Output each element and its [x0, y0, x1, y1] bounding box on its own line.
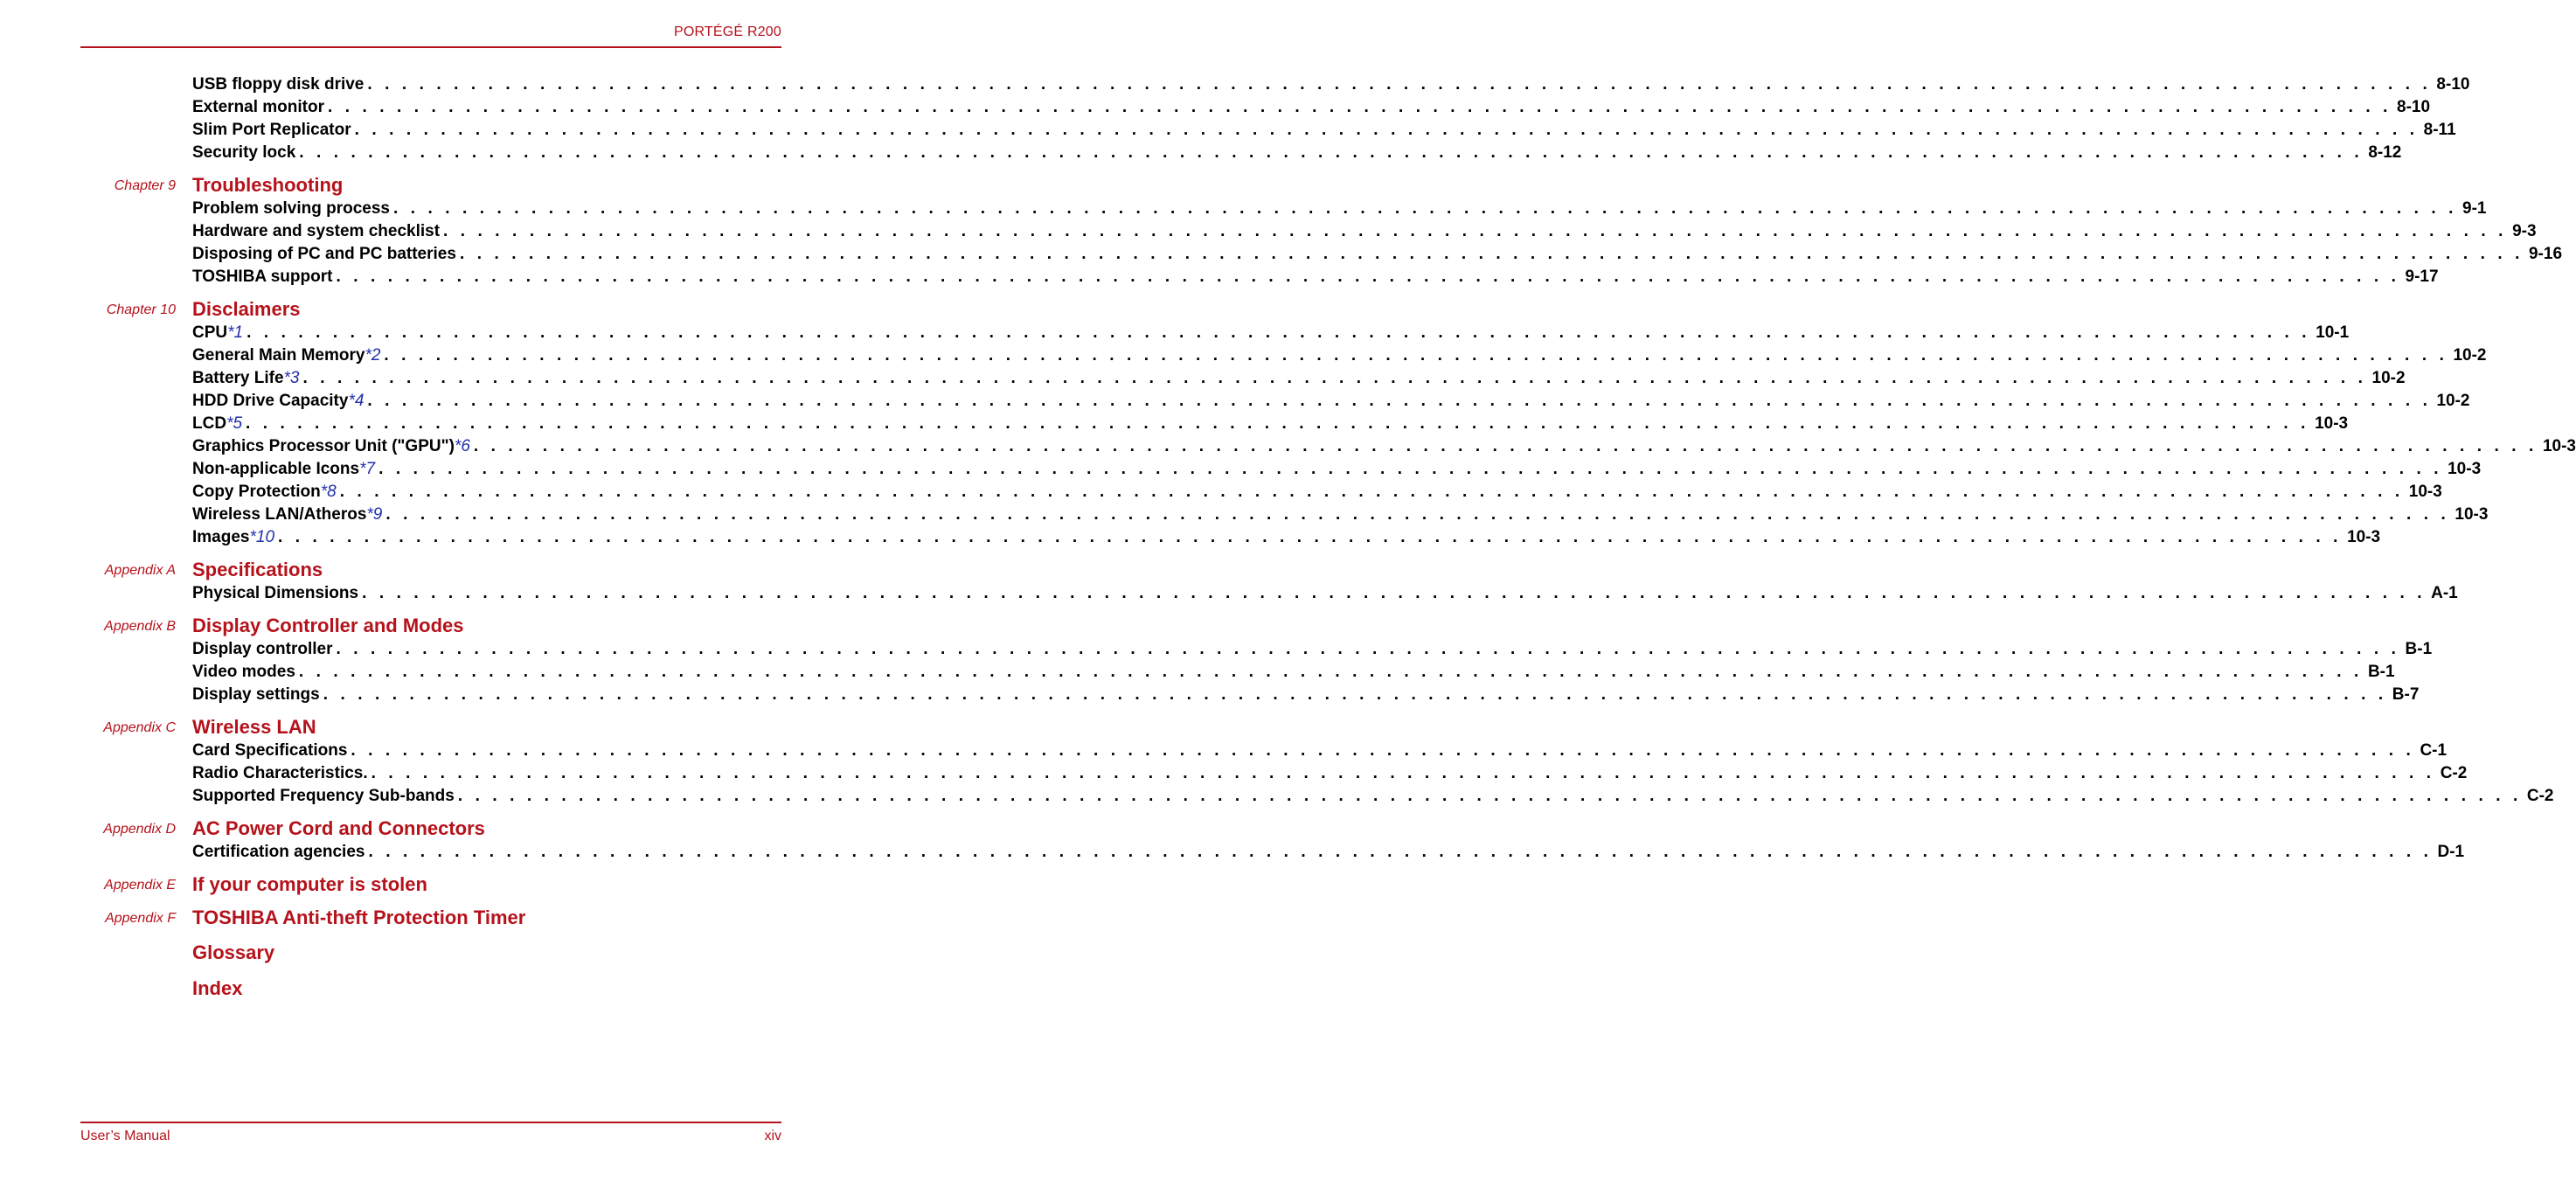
section-title[interactable]: Specifications	[192, 559, 323, 580]
dot-leader: . . . . . . . . . . . . . . . . . . . . . . . . . . . . . . . . . . . . . . . . . . . . . . . . . . . . . . . . . . . . . . . . . . . . . . . . . . . . . . . . . . . . . . . . . . . . . . . . . . . . . . . . . . . . . . . . . . . . . . . .	[354, 121, 2419, 139]
entry-title	[192, 504, 382, 526]
entry-list	[192, 582, 2458, 605]
entry-title-text: Images	[192, 528, 250, 546]
section-label: Appendix B	[104, 619, 176, 634]
dot-leader: . . . . . . . . . . . . . . . . . . . . . . . . . . . . . . . . . . . . . . . . . . . . . . . . . . . . . . . . . . . . . . . . . . . . . . . . . . . . . . . . . . . . . . . . . . . . . . . . . . . . . . . . . . . . . . . . . . . . . . . .	[367, 392, 2432, 410]
footnote-marker[interactable]: *2	[365, 346, 381, 365]
entry-title-text: TOSHIBA support	[192, 267, 333, 286]
dot-leader: . . . . . . . . . . . . . . . . . . . . . . . . . . . . . . . . . . . . . . . . . . . . . . . . . . . . . . . . . . . . . . . . . . . . . . . . . . . . . . . . . . . . . . . . . . . . . . . . . . . . . . . . . . . . . . . . . . . . . . . .	[336, 267, 2400, 286]
toc-entry[interactable]	[192, 684, 2420, 706]
entry-page-number: 8-10	[2397, 98, 2431, 116]
entry-page-number: 10-3	[2315, 414, 2349, 433]
toc-entry[interactable]	[192, 785, 2554, 808]
dot-leader: . . . . . . . . . . . . . . . . . . . . . . . . . . . . . . . . . . . . . . . . . . . . . . . . . . . . . . . . . . . . . . . . . . . . . . . . . . . . . . . . . . . . . . . . . . . . . . . . . . . . . . . . . . . . . . . . . . . . . . . .	[385, 505, 2450, 524]
entry-page-number: C-1	[2420, 741, 2448, 760]
entry-title-text: Display controller	[192, 640, 333, 658]
dot-leader: . . . . . . . . . . . . . . . . . . . . . . . . . . . . . . . . . . . . . . . . . . . . . . . . . . . . . . . . . . . . . . . . . . . . . . . . . . . . . . . . . . . . . . . . . . . . . . . . . . . . . . . . . . . . . . . . . . . . . . . .	[367, 75, 2432, 94]
entry-title-text: Card Specifications	[192, 741, 348, 760]
entry-title	[192, 266, 332, 288]
toc-entry[interactable]	[192, 526, 2381, 549]
header-rule	[80, 46, 781, 48]
entry-title-text: Non-applicable Icons	[192, 460, 360, 478]
footnote-marker[interactable]: *4	[348, 392, 365, 410]
entry-list	[192, 198, 2563, 288]
dot-leader: . . . . . . . . . . . . . . . . . . . . . . . . . . . . . . . . . . . . . . . . . . . . . . . . . . . . . . . . . . . . . . . . . . . . . . . . . . . . . . . . . . . . . . . . . . . . . . . . . . . . . . . . . . . . . . . . . . . . . . . .	[278, 528, 2343, 546]
dot-leader: . . . . . . . . . . . . . . . . . . . . . . . . . . . . . . . . . . . . . . . . . . . . . . . . . . . . . . . . . . . . . . . . . . . . . . . . . . . . . . . . . . . . . . . . . . . . . . . . . . . . . . . . . . . . . . . . . . . . . . . .	[323, 685, 2387, 704]
toc-entry[interactable]	[192, 390, 2470, 413]
dot-leader: . . . . . . . . . . . . . . . . . . . . . . . . . . . . . . . . . . . . . . . . . . . . . . . . . . . . . . . . . . . . . . . . . . . . . . . . . . . . . . . . . . . . . . . . . . . . . . . . . . . . . . . . . . . . . . . . . . . . . . . .	[327, 98, 2392, 116]
section-title[interactable]: TOSHIBA Anti-theft Protection Timer	[192, 907, 526, 928]
section-title[interactable]: If your computer is stolen	[192, 873, 427, 895]
entry-title	[192, 96, 324, 119]
entry-page-number: 9-1	[2462, 199, 2487, 218]
entry-title	[192, 73, 364, 96]
entry-title	[192, 322, 243, 344]
entry-page-number: C-2	[2440, 764, 2468, 782]
entry-title	[192, 661, 295, 684]
toc-entry[interactable]	[192, 367, 2406, 390]
entry-page-number: C-2	[2526, 787, 2554, 805]
toc-entry[interactable]	[192, 243, 2563, 266]
footnote-marker[interactable]: *8	[320, 483, 337, 501]
toc-entry[interactable]	[192, 119, 2456, 142]
entry-title-text: Certification agencies	[192, 843, 365, 861]
entry-list	[192, 322, 2576, 549]
toc-entry[interactable]	[192, 841, 2465, 864]
entry-title	[192, 582, 358, 605]
entry-title	[192, 413, 242, 435]
entry-title	[192, 435, 470, 458]
entry-title-text: External monitor	[192, 98, 324, 116]
toc-entry[interactable]	[192, 322, 2350, 344]
footnote-marker[interactable]: *7	[359, 460, 376, 478]
toc-entry[interactable]	[192, 198, 2487, 220]
entry-title-text: General Main Memory	[192, 346, 365, 365]
entry-page-number: 10-1	[2316, 323, 2350, 342]
entry-page-number: B-1	[2405, 640, 2433, 658]
entry-page-number: 9-16	[2528, 245, 2563, 263]
entry-title	[192, 243, 456, 266]
entry-page-number: B-1	[2367, 663, 2395, 681]
toc-entry[interactable]	[192, 504, 2489, 526]
section-label: Appendix E	[104, 878, 176, 893]
entry-title-text: Physical Dimensions	[192, 584, 359, 602]
entry-page-number: 8-10	[2436, 75, 2470, 94]
running-header: PORTÉGÉ R200	[673, 24, 781, 39]
toc-entry[interactable]	[192, 458, 2482, 481]
entry-page-number: B-7	[2392, 685, 2420, 704]
dot-leader: . . . . . . . . . . . . . . . . . . . . . . . . . . . . . . . . . . . . . . . . . . . . . . . . . . . . . . . . . . . . . . . . . . . . . . . . . . . . . . . . . . . . . . . . . . . . . . . . . . . . . . . . . . . . . . . . . . . . . . . .	[457, 787, 2522, 805]
toc-entry[interactable]	[192, 344, 2487, 367]
dot-leader: . . . . . . . . . . . . . . . . . . . . . . . . . . . . . . . . . . . . . . . . . . . . . . . . . . . . . . . . . . . . . . . . . . . . . . . . . . . . . . . . . . . . . . . . . . . . . . . . . . . . . . . . . . . . . . . . . . . . . . . .	[384, 346, 2448, 365]
entry-title	[192, 142, 295, 164]
section-label: Chapter 10	[106, 302, 176, 317]
footnote-marker[interactable]: *10	[249, 528, 275, 546]
entry-page-number: 10-3	[2448, 460, 2482, 478]
entry-title	[192, 458, 375, 481]
dot-leader: . . . . . . . . . . . . . . . . . . . . . . . . . . . . . . . . . . . . . . . . . . . . . . . . . . . . . . . . . . . . . . . . . . . . . . . . . . . . . . . . . . . . . . . . . . . . . . . . . . . . . . . . . . . . . . . . . . . . . . . .	[459, 245, 2524, 263]
entry-title-text: HDD Drive Capacity	[192, 392, 349, 410]
toc-entry[interactable]	[192, 413, 2349, 435]
entry-title	[192, 684, 320, 706]
entry-title-text: CPU	[192, 323, 228, 342]
entry-page-number: 10-3	[2347, 528, 2381, 546]
entry-title	[192, 481, 337, 504]
dot-leader: . . . . . . . . . . . . . . . . . . . . . . . . . . . . . . . . . . . . . . . . . . . . . . . . . . . . . . . . . . . . . . . . . . . . . . . . . . . . . . . . . . . . . . . . . . . . . . . . . . . . . . . . . . . . . . . . . . . . . . . .	[351, 741, 2415, 760]
entry-page-number: 8-11	[2423, 121, 2456, 139]
dot-leader: . . . . . . . . . . . . . . . . . . . . . . . . . . . . . . . . . . . . . . . . . . . . . . . . . . . . . . . . . . . . . . . . . . . . . . . . . . . . . . . . . . . . . . . . . . . . . . . . . . . . . . . . . . . . . . . . . . . . . . . .	[336, 640, 2400, 658]
toc-entry[interactable]	[192, 481, 2442, 504]
entry-title-text: Wireless LAN/Atheros	[192, 505, 367, 524]
entry-page-number: A-1	[2431, 584, 2458, 602]
footnote-marker[interactable]: *9	[366, 505, 383, 524]
entry-page-number: 10-3	[2408, 483, 2442, 501]
entry-page-number: 10-2	[2453, 346, 2487, 365]
entry-title	[192, 220, 440, 243]
entry-list	[192, 638, 2433, 706]
toc-entry[interactable]	[192, 96, 2431, 119]
section-title[interactable]: Display Controller and Modes	[192, 615, 464, 636]
footnote-marker[interactable]: *6	[454, 437, 470, 455]
footnote-marker[interactable]: *1	[227, 323, 244, 342]
entry-page-number: 10-3	[2542, 437, 2576, 455]
entry-title-text: USB floppy disk drive	[192, 75, 365, 94]
entry-page-number: 8-12	[2368, 143, 2402, 162]
entry-page-number: D-1	[2437, 843, 2465, 861]
dot-leader: . . . . . . . . . . . . . . . . . . . . . . . . . . . . . . . . . . . . . . . . . . . . . . . . . . . . . . . . . . . . . . . . . . . . . . . . . . . . . . . . . . . . . . . . . . . . . . . . . . . . . . . . . . . . . . . . . . . . . . . .	[368, 843, 2433, 861]
entry-list	[192, 740, 2554, 808]
entry-title-text: LCD	[192, 414, 227, 433]
dot-leader: . . . . . . . . . . . . . . . . . . . . . . . . . . . . . . . . . . . . . . . . . . . . . . . . . . . . . . . . . . . . . . . . . . . . . . . . . . . . . . . . . . . . . . . . . . . . . . . . . . . . . . . . . . . . . . . . . . . . . . . .	[371, 764, 2435, 782]
toc-entry[interactable]	[192, 73, 2470, 96]
section-title[interactable]: Index	[192, 977, 243, 999]
entry-page-number: 9-3	[2512, 222, 2537, 240]
entry-title-text: Problem solving process	[192, 199, 390, 218]
toc-entry[interactable]	[192, 582, 2458, 605]
entry-title-text: Disposing of PC and PC batteries	[192, 245, 456, 263]
entry-title-text: Copy Protection	[192, 483, 321, 501]
footer-rule	[80, 1122, 781, 1123]
entry-list	[192, 841, 2465, 864]
footer-manual-title: User’s Manual	[80, 1129, 170, 1143]
toc-entry[interactable]	[192, 661, 2395, 684]
section-title[interactable]: Troubleshooting	[192, 174, 344, 196]
entry-title-text: Graphics Processor Unit ("GPU")	[192, 437, 455, 455]
section-title[interactable]: Wireless LAN	[192, 716, 316, 738]
section-title[interactable]: Disclaimers	[192, 298, 301, 320]
entry-title	[192, 762, 368, 785]
dot-leader: . . . . . . . . . . . . . . . . . . . . . . . . . . . . . . . . . . . . . . . . . . . . . . . . . . . . . . . . . . . . . . . . . . . . . . . . . . . . . . . . . . . . . . . . . . . . . . . . . . . . . . . . . . . . . . . . . . . . . . . .	[246, 323, 2311, 342]
entry-title	[192, 344, 380, 367]
entry-page-number: 10-2	[2436, 392, 2470, 410]
entry-title-text: Supported Frequency Sub-bands	[192, 787, 455, 805]
entry-title	[192, 638, 333, 661]
section-label: Appendix C	[103, 720, 176, 735]
toc-entry[interactable]	[192, 638, 2433, 661]
toc-entry[interactable]	[192, 740, 2448, 762]
section-label: Appendix D	[103, 822, 176, 837]
toc-entry[interactable]	[192, 266, 2439, 288]
entry-title	[192, 367, 300, 390]
entry-title	[192, 841, 365, 864]
entry-title-text: Hardware and system checklist	[192, 222, 441, 240]
entry-title-text: Battery Life	[192, 369, 284, 387]
entry-title-text: Display settings	[192, 685, 320, 704]
entry-title-text: Radio Characteristics.	[192, 764, 368, 782]
entry-title	[192, 740, 347, 762]
footnote-marker[interactable]: *5	[226, 414, 243, 433]
dot-leader: . . . . . . . . . . . . . . . . . . . . . . . . . . . . . . . . . . . . . . . . . . . . . . . . . . . . . . . . . . . . . . . . . . . . . . . . . . . . . . . . . . . . . . . . . . . . . . . . . . . . . . . . . . . . . . . . . . . . . . . .	[378, 460, 2443, 478]
entry-title-text: Video modes	[192, 663, 295, 681]
entry-title	[192, 526, 274, 549]
dot-leader: . . . . . . . . . . . . . . . . . . . . . . . . . . . . . . . . . . . . . . . . . . . . . . . . . . . . . . . . . . . . . . . . . . . . . . . . . . . . . . . . . . . . . . . . . . . . . . . . . . . . . . . . . . . . . . . . . . . . . . . .	[392, 199, 2458, 218]
dot-leader: . . . . . . . . . . . . . . . . . . . . . . . . . . . . . . . . . . . . . . . . . . . . . . . . . . . . . . . . . . . . . . . . . . . . . . . . . . . . . . . . . . . . . . . . . . . . . . . . . . . . . . . . . . . . . . . . . . . . . . . .	[246, 414, 2310, 433]
entry-page-number: 9-17	[2405, 267, 2439, 286]
entry-page-number: 10-3	[2454, 505, 2489, 524]
toc-entry[interactable]	[192, 142, 2402, 164]
dot-leader: . . . . . . . . . . . . . . . . . . . . . . . . . . . . . . . . . . . . . . . . . . . . . . . . . . . . . . . . . . . . . . . . . . . . . . . . . . . . . . . . . . . . . . . . . . . . . . . . . . . . . . . . . . . . . . . . . . . . . . . .	[298, 663, 2363, 681]
section-label: Appendix A	[104, 563, 176, 578]
section-label: Appendix F	[105, 911, 176, 926]
dot-leader: . . . . . . . . . . . . . . . . . . . . . . . . . . . . . . . . . . . . . . . . . . . . . . . . . . . . . . . . . . . . . . . . . . . . . . . . . . . . . . . . . . . . . . . . . . . . . . . . . . . . . . . . . . . . . . . . . . . . . . . .	[339, 483, 2404, 501]
entry-title	[192, 119, 351, 142]
dot-leader: . . . . . . . . . . . . . . . . . . . . . . . . . . . . . . . . . . . . . . . . . . . . . . . . . . . . . . . . . . . . . . . . . . . . . . . . . . . . . . . . . . . . . . . . . . . . . . . . . . . . . . . . . . . . . . . . . . . . . . . .	[362, 584, 2427, 602]
footnote-marker[interactable]: *3	[283, 369, 300, 387]
section-title[interactable]: Glossary	[192, 941, 275, 963]
section-title[interactable]: AC Power Cord and Connectors	[192, 817, 485, 839]
entry-title	[192, 785, 455, 808]
dot-leader: . . . . . . . . . . . . . . . . . . . . . . . . . . . . . . . . . . . . . . . . . . . . . . . . . . . . . . . . . . . . . . . . . . . . . . . . . . . . . . . . . . . . . . . . . . . . . . . . . . . . . . . . . . . . . . . . . . . . . . . .	[473, 437, 2538, 455]
dot-leader: . . . . . . . . . . . . . . . . . . . . . . . . . . . . . . . . . . . . . . . . . . . . . . . . . . . . . . . . . . . . . . . . . . . . . . . . . . . . . . . . . . . . . . . . . . . . . . . . . . . . . . . . . . . . . . . . . . . . . . . .	[443, 222, 2508, 240]
entry-title-text: Slim Port Replicator	[192, 121, 351, 139]
entry-title	[192, 198, 390, 220]
entry-page-number: 10-2	[2371, 369, 2406, 387]
dot-leader: . . . . . . . . . . . . . . . . . . . . . . . . . . . . . . . . . . . . . . . . . . . . . . . . . . . . . . . . . . . . . . . . . . . . . . . . . . . . . . . . . . . . . . . . . . . . . . . . . . . . . . . . . . . . . . . . . . . . . . . .	[302, 369, 2367, 387]
entry-title	[192, 390, 364, 413]
toc-entry[interactable]	[192, 435, 2576, 458]
toc-entry[interactable]	[192, 220, 2537, 243]
entry-list	[192, 73, 2470, 164]
section-label: Chapter 9	[114, 178, 176, 193]
dot-leader: . . . . . . . . . . . . . . . . . . . . . . . . . . . . . . . . . . . . . . . . . . . . . . . . . . . . . . . . . . . . . . . . . . . . . . . . . . . . . . . . . . . . . . . . . . . . . . . . . . . . . . . . . . . . . . . . . . . . . . . .	[299, 143, 2364, 162]
page-number: xiv	[764, 1129, 781, 1143]
entry-title-text: Security lock	[192, 143, 296, 162]
toc-entry[interactable]	[192, 762, 2468, 785]
